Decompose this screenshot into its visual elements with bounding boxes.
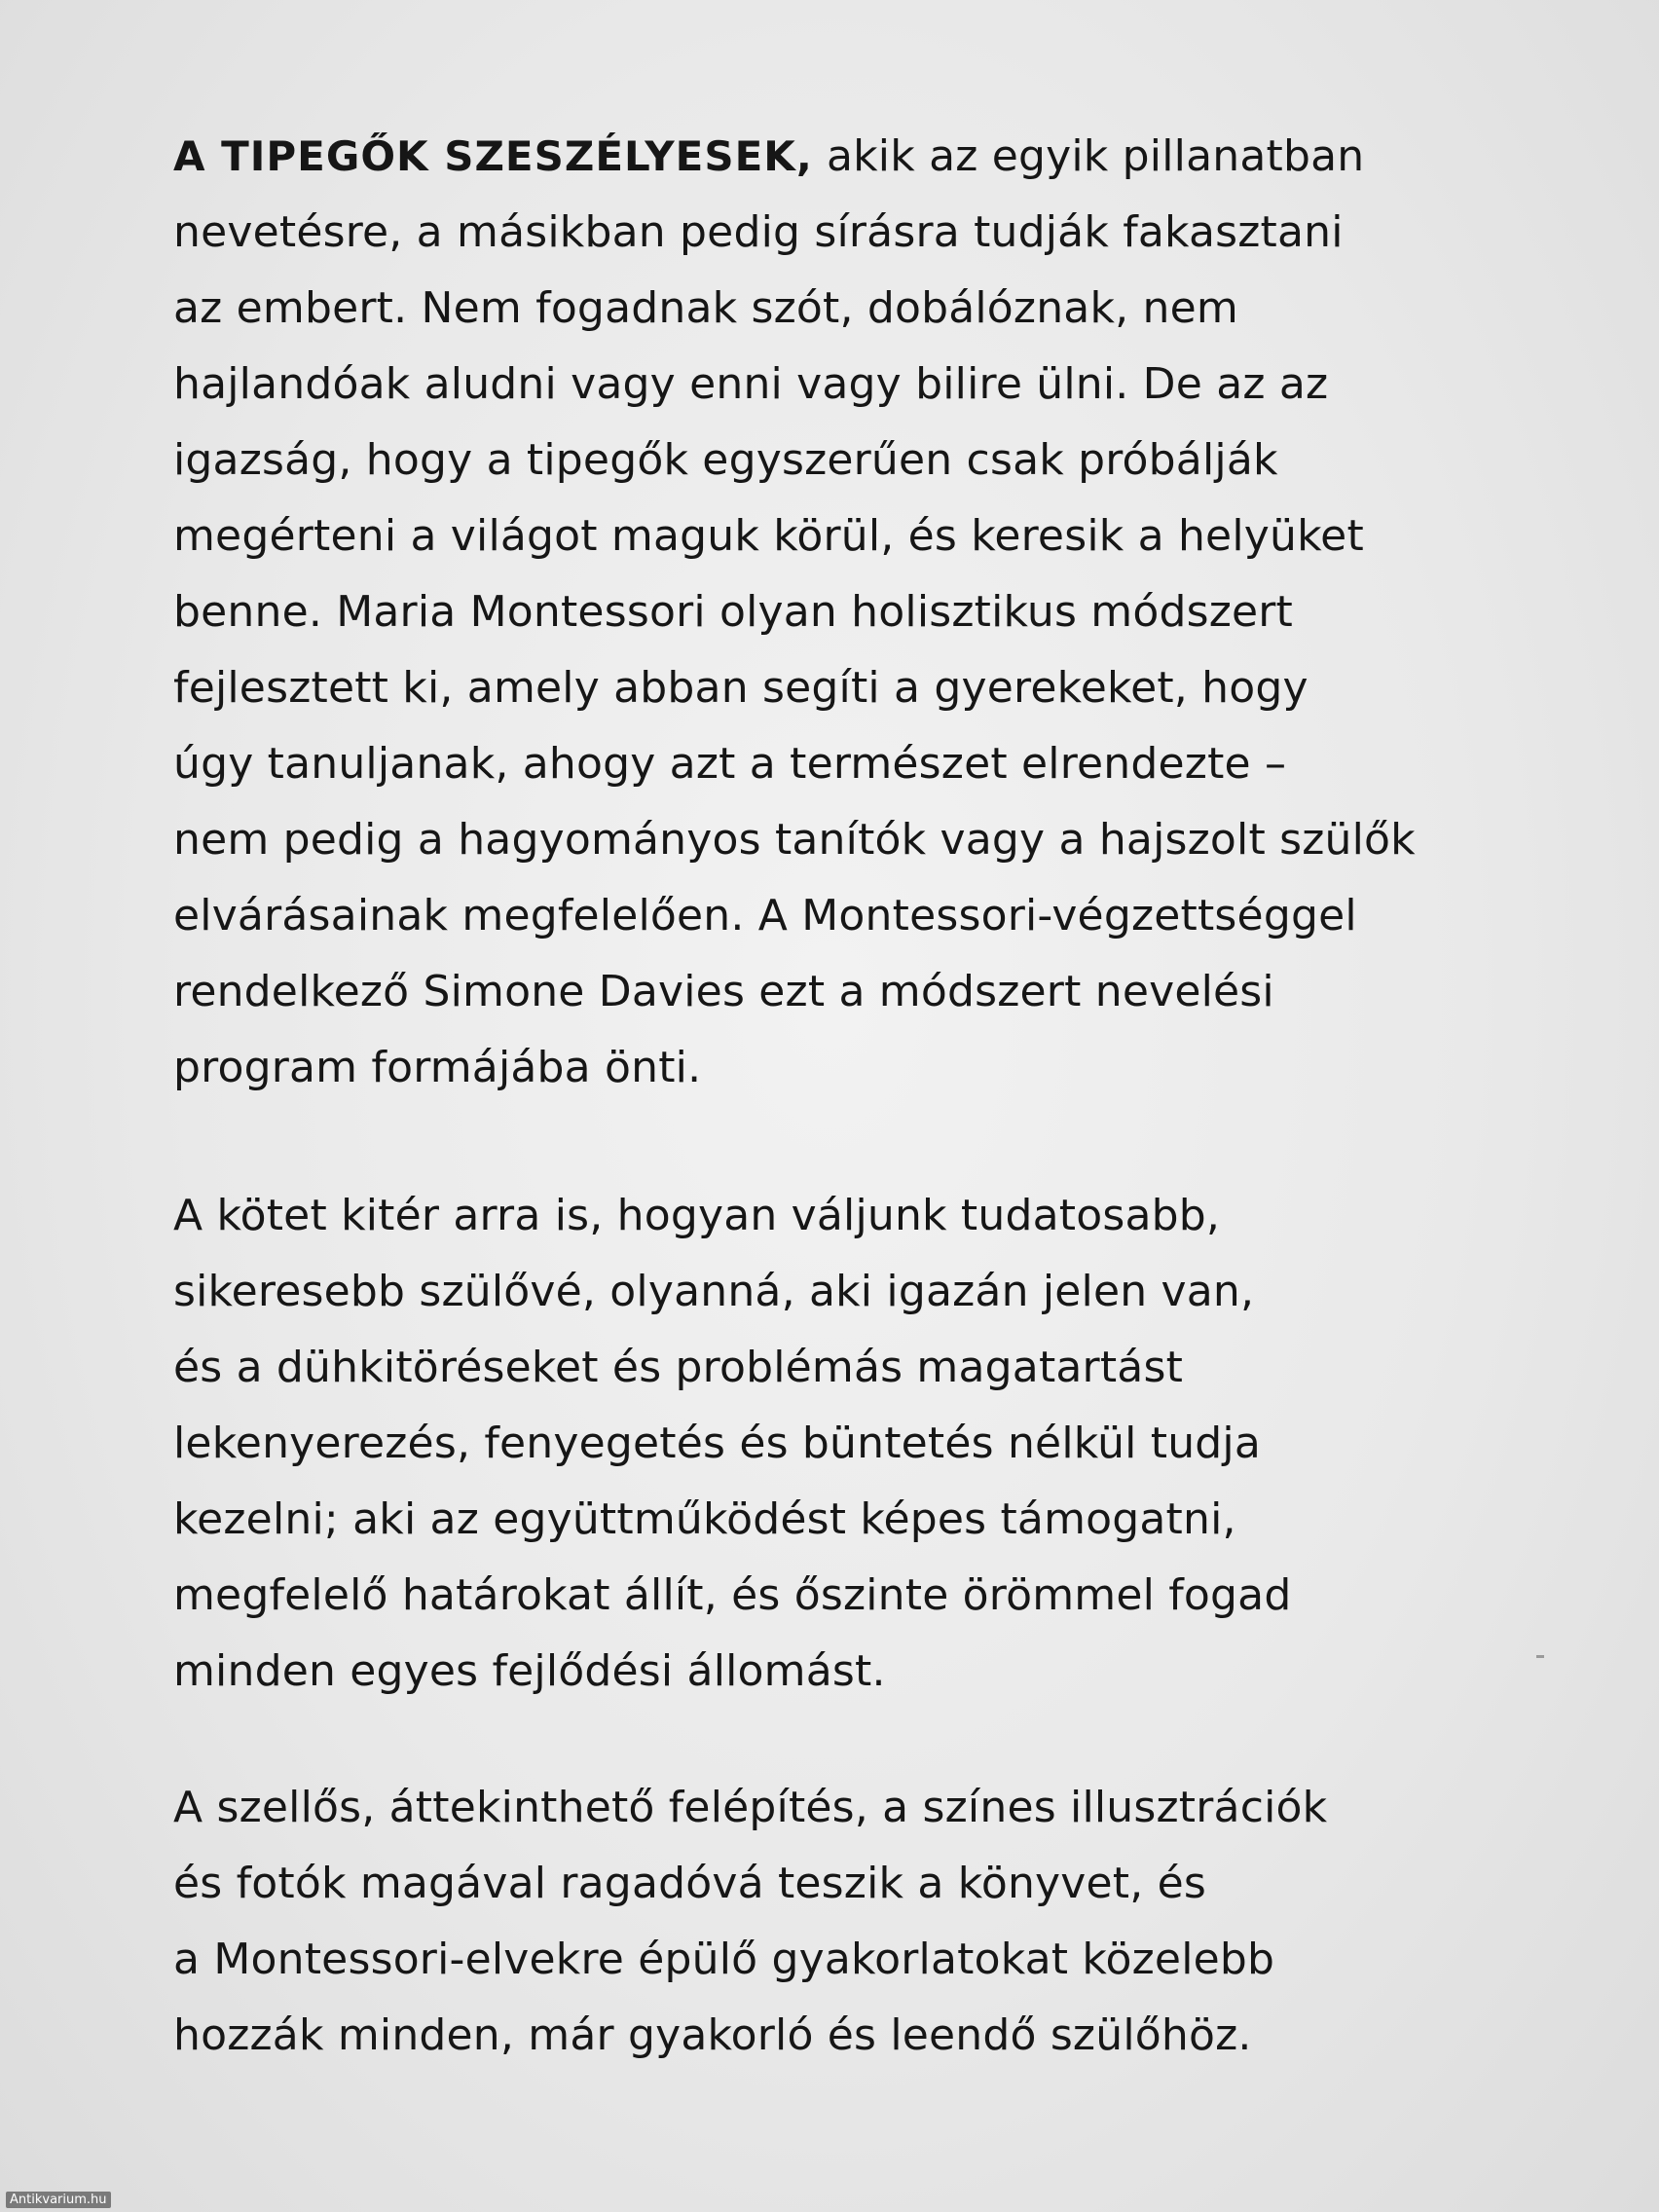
paragraph-parenting <box>173 1178 1517 1710</box>
text-line: az embert. Nem fogadnak szót, dobálóznak, nem <box>173 283 1238 333</box>
paper-mark <box>1536 1655 1544 1658</box>
text-line: A szellős, áttekinthető felépítés, a színes illusztrációk <box>173 1783 1328 1832</box>
text-line: A kötet kitér arra is, hogyan váljunk tudatosabb, <box>173 1191 1221 1240</box>
text-line: rendelkező Simone Davies ezt a módszert nevelési <box>173 967 1274 1016</box>
text-line: elvárásainak megfelelően. A Montessori-végzettséggel <box>173 891 1357 940</box>
lead-continuation: akik az egyik pillanatban <box>812 131 1365 181</box>
text-line: minden egyes fejlődési állomást. <box>173 1646 886 1696</box>
paragraph-book-design <box>173 1770 1517 2074</box>
text-line: hajlandóak aludni vagy enni vagy bilire ülni. De az az <box>173 359 1329 409</box>
text-line: hozzák minden, már gyakorló és leendő szülőhöz. <box>173 2010 1252 2060</box>
text-line: igazság, hogy a tipegők egyszerűen csak próbálják <box>173 435 1278 485</box>
text-line: sikeresebb szülővé, olyanná, aki igazán jelen van, <box>173 1267 1255 1316</box>
text-line: benne. Maria Montessori olyan holisztikus módszert <box>173 587 1294 637</box>
text-line: és a dühkitöréseket és problémás magatartást <box>173 1343 1184 1392</box>
text-line: a Montessori-elvekre épülő gyakorlatokat közelebb <box>173 1935 1275 1984</box>
text-line: kezelni; aki az együttműködést képes támogatni, <box>173 1494 1236 1544</box>
text-line: és fotók magával ragadóvá teszik a könyvet, és <box>173 1859 1207 1908</box>
paragraph-intro <box>173 119 1517 1106</box>
text-line: megérteni a világot maguk körül, és keresik a helyüket <box>173 511 1364 561</box>
text-line: lekenyerezés, fenyegetés és büntetés nélkül tudja <box>173 1419 1262 1468</box>
text-line: nevetésre, a másikban pedig sírásra tudják fakasztani <box>173 207 1344 257</box>
text-line: fejlesztett ki, amely abban segíti a gyerekeket, hogy <box>173 663 1309 713</box>
text-line: program formájába önti. <box>173 1043 702 1092</box>
text-line <box>173 119 1517 195</box>
text-line: úgy tanuljanak, ahogy azt a természet elrendezte – <box>173 739 1287 789</box>
lead-heading: A TIPEGŐK SZESZÉLYESEK, <box>173 132 813 180</box>
text-line: megfelelő határokat állít, és őszinte örömmel fogad <box>173 1570 1292 1620</box>
text-line: nem pedig a hagyományos tanítók vagy a hajszolt szülők <box>173 815 1416 865</box>
watermark: Antikvarium.hu <box>6 2192 111 2208</box>
